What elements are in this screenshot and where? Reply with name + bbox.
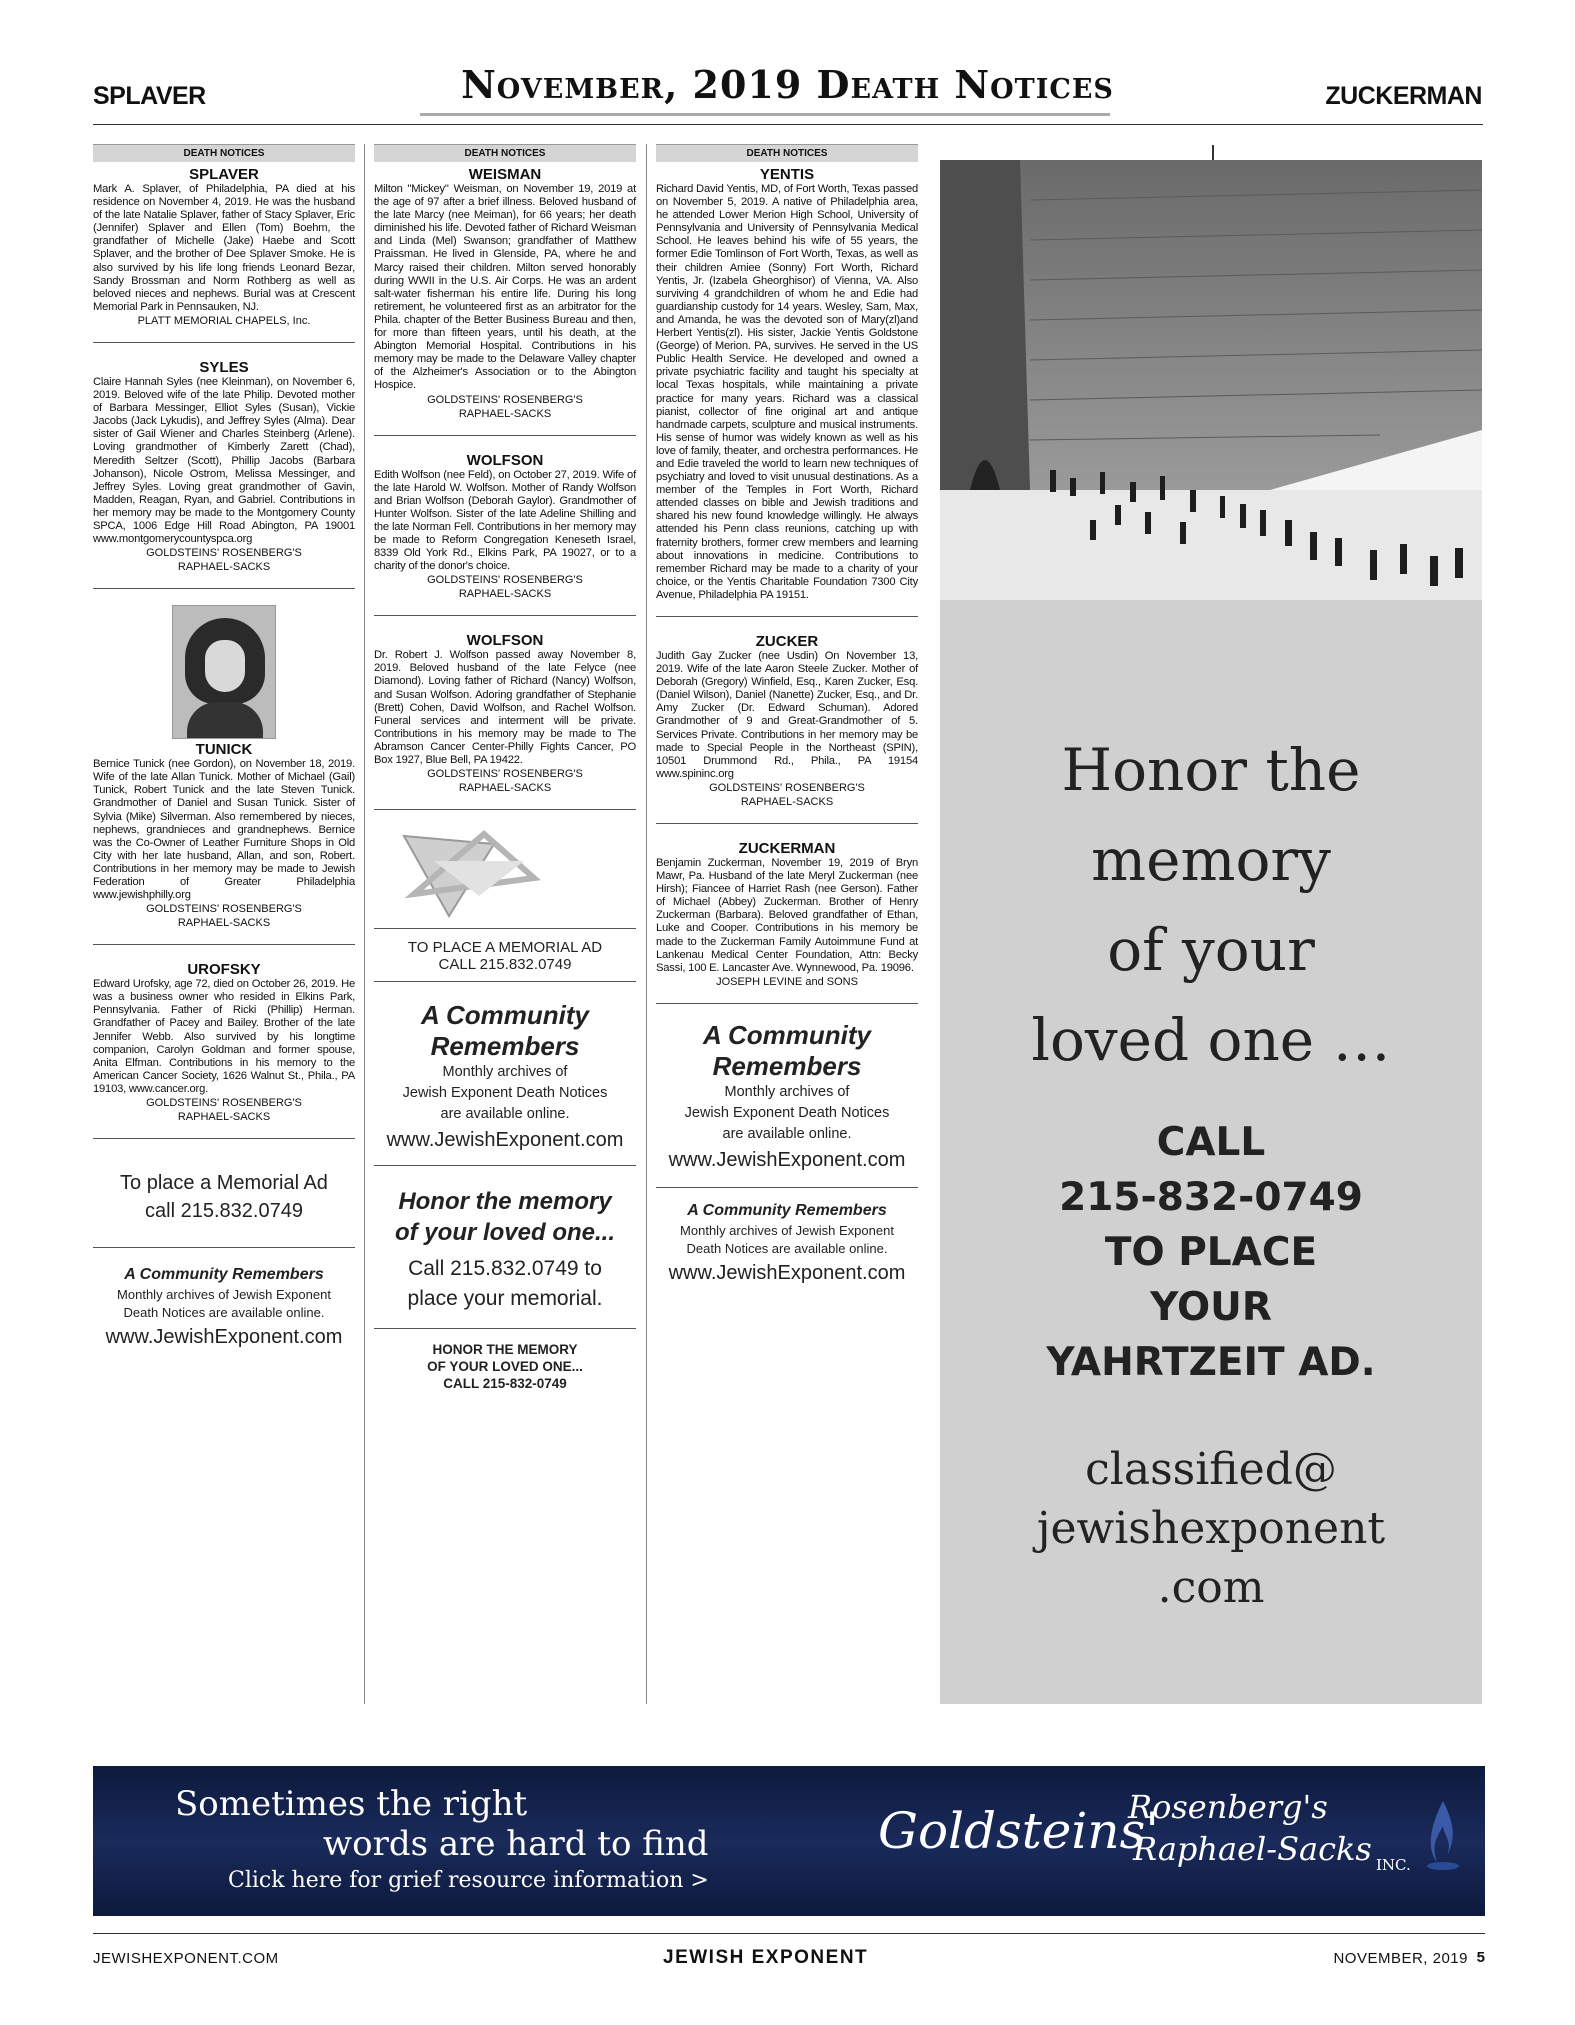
divider	[374, 1165, 636, 1166]
divider	[93, 588, 355, 589]
ad-phone[interactable]: 215-832-0749	[1059, 1175, 1363, 1220]
grief-resource-banner[interactable]	[93, 1766, 1485, 1916]
notice-body: Edith Wolfson (nee Feld), on October 27, 2019. Wife of the late Harold W. Wolfson. Mother of Randy Wolfson and Brian Wolfson (Deborah Gaylor). Grandmother of Hunter Wolfson. Sister of the late Adeline Shilling and the late Norman Fell. Contributions in her memory may be made to Reform Congregation Keneseth Israel, 8339 Old York Rd., Elkins Park, PA 19027, or to a charity of the donor's choice.	[374, 468, 636, 573]
header-right-name: ZUCKERMAN	[1325, 82, 1482, 110]
promo-line: CALL 215.832.0749	[438, 956, 572, 974]
honor-memory-caps-promo[interactable]	[374, 1341, 636, 1392]
promo-title: A Community	[420, 1000, 590, 1031]
divider	[374, 928, 636, 929]
promo-line: Monthly archives of Jewish Exponent	[680, 1222, 894, 1238]
promo-title: A Community Remembers	[124, 1266, 324, 1284]
notice-body: Bernice Tunick (nee Gordon), on November 18, 2019. Wife of the late Allan Tunick. Mother of Michael (Gail) Tunick, Robert Tunick and the late Steven Tunick. Grandmother of Daniel and Susan Tunick. Sister of Sylvia (Mike) Silverman. Also remembered by nieces, nephews, grandnieces and grandnephews. Bernice was the Co-Owner of Leather Furniture Shops in Old City with her late husband, Allan, and son, Robert. Contributions in her memory may be made to Jewish Federation of Greater Philadelphia www.jewishphilly.org	[93, 758, 355, 902]
notice-wolfson-edith	[374, 452, 636, 602]
notice-name: SPLAVER	[189, 166, 259, 183]
memorial-ad-promo[interactable]	[374, 939, 636, 973]
divider	[93, 1247, 355, 1248]
header-rule	[93, 124, 1483, 125]
divider	[93, 342, 355, 343]
notice-name: WOLFSON	[466, 451, 544, 469]
notice-zucker	[656, 633, 918, 809]
memorial-ad-promo[interactable]	[93, 1169, 355, 1225]
notice-signature: RAPHAEL-SACKS	[740, 795, 834, 808]
promo-line: Death Notices are available online.	[123, 1305, 325, 1321]
divider	[656, 1003, 918, 1004]
promo-line: Call 215.832.0749 to	[408, 1257, 602, 1281]
banner-logo-raphael-sacks: Raphael-Sacks	[1133, 1830, 1372, 1868]
banner-logo-rosenbergs: Rosenberg's	[1128, 1788, 1328, 1826]
ad-email[interactable]	[940, 1440, 1482, 1617]
notice-signature: RAPHAEL-SACKS	[458, 782, 552, 795]
divider	[374, 435, 636, 436]
notice-signature: GOLDSTEINS' ROSENBERG'S	[146, 1097, 302, 1110]
yahrtzeit-ad[interactable]	[940, 160, 1482, 1704]
column-rule	[364, 144, 365, 1704]
notice-name: WOLFSON	[466, 632, 544, 650]
promo-line: call 215.832.0749	[145, 1200, 303, 1223]
ad-email-line: jewishexponent	[1036, 1503, 1386, 1554]
ad-honor-text	[940, 725, 1482, 1085]
notice-signature: GOLDSTEINS' ROSENBERG'S	[146, 903, 302, 916]
notice-splaver	[93, 166, 355, 328]
notice-yentis	[656, 166, 918, 602]
page-number: 5	[1476, 1949, 1485, 1966]
banner-line: words are hard to find	[323, 1824, 709, 1864]
promo-line: Jewish Exponent Death Notices	[402, 1085, 608, 1102]
notice-signature: JOSEPH LEVINE and SONS	[716, 975, 858, 988]
tunick-portrait	[172, 605, 276, 739]
divider	[374, 981, 636, 982]
community-remembers-small-promo[interactable]	[656, 1200, 918, 1288]
notice-signature: RAPHAEL-SACKS	[177, 561, 271, 574]
promo-line: place your memorial.	[407, 1287, 603, 1311]
notice-name: UROFSKY	[187, 961, 261, 979]
notice-signature: RAPHAEL-SACKS	[458, 588, 552, 601]
community-remembers-promo[interactable]	[93, 1264, 355, 1352]
western-wall-photo-icon	[940, 160, 1482, 600]
notice-signature: RAPHAEL-SACKS	[177, 917, 271, 930]
ad-call-line: TO PLACE	[1104, 1230, 1318, 1275]
ad-call-line: CALL	[1156, 1120, 1266, 1165]
promo-line: CALL 215-832-0749	[443, 1376, 567, 1392]
notice-tunick	[93, 605, 355, 930]
promo-line: Monthly archives of	[724, 1083, 850, 1100]
divider	[656, 1187, 918, 1188]
promo-title: Remembers	[430, 1031, 580, 1062]
notice-name: ZUCKERMAN	[738, 839, 836, 857]
ad-call-line: YAHRTZEIT AD.	[1046, 1340, 1376, 1385]
promo-line: Monthly archives of Jewish Exponent	[117, 1287, 331, 1303]
notice-body: Milton "Mickey" Weisman, on November 19, 2019 at the age of 97 after a brief illness. Beloved husband of the late Marcy (nee Meiman), for 66 years; her death diminished his life. Devoted father of Richard Weisman and Linda (Mel) Swanson; grandfather of Matthew Praissman. He lived in Glenside, PA, where he and Marcy raised their children. Milton served honorably during WWII in the U.S. Air Corps. He was an ardent salt-water fisherman his entire life. During his long retirement, he volunteered first as an arbitrator for the Phila. chapter of the Better Business Bureau and then, for more than fifteen years, until his death, at the Abington Memorial Hospital. Contributions in his memory may be made to the Delaware Valley chapter of the Alzheimer's Association or to the Abington Hospice.	[374, 183, 636, 392]
ad-call-text	[940, 1115, 1482, 1390]
honor-memory-promo[interactable]	[374, 1186, 636, 1314]
footer-publication: JEWISH EXPONENT	[663, 1947, 869, 1968]
section-label: DEATH NOTICES	[656, 144, 918, 162]
flame-icon	[1423, 1796, 1463, 1876]
promo-title: of your loved one...	[394, 1219, 616, 1247]
promo-url[interactable]: www.JewishExponent.com	[386, 1129, 624, 1152]
promo-line: TO PLACE A MEMORIAL AD	[407, 939, 603, 957]
promo-line: Jewish Exponent Death Notices	[684, 1104, 890, 1121]
divider	[656, 616, 918, 617]
notice-signature: PLATT MEMORIAL CHAPELS, Inc.	[137, 314, 311, 327]
ad-call-line: YOUR	[1150, 1285, 1272, 1330]
star-of-david-icon	[374, 816, 636, 926]
notice-body: Judith Gay Zucker (nee Usdin) On November 13, 2019. Wife of the late Aaron Steele Zucker. Mother of Deborah (Gregory) Winfield, Esq., Karen Zucker, Esq. (Daniel Wilson), Daniel (Nanette) Zucker, Esq., and Dr. Amy Zucker (Dr. Edward Schuman). Adored Grandmother of 9 and Great-Grandmother of 5. Services Private. Contributions in her memory may be made to Special People in the Northeast (SPIN), 10501 Drummond Rd., Phila., PA 19154 www.spininc.org	[656, 650, 918, 780]
promo-line: are available online.	[440, 1106, 570, 1123]
banner-line: Sometimes the right	[175, 1784, 528, 1824]
footer-website[interactable]: JEWISHEXPONENT.COM	[93, 1950, 279, 1967]
ad-email-line: .com	[1157, 1562, 1265, 1613]
notice-signature: GOLDSTEINS' ROSENBERG'S	[427, 768, 583, 781]
column-rule	[646, 144, 647, 1704]
notice-signature: GOLDSTEINS' ROSENBERG'S	[146, 547, 302, 560]
notice-name: ZUCKER	[755, 633, 819, 650]
notice-signature: GOLDSTEINS' ROSENBERG'S	[709, 781, 865, 794]
banner-logo-inc: INC.	[1376, 1856, 1411, 1874]
notice-syles	[93, 359, 355, 574]
header-left-name: SPLAVER	[93, 82, 206, 110]
ad-top-tick	[1212, 145, 1214, 161]
star-of-david-graphic	[374, 816, 636, 926]
banner-link[interactable]: Click here for grief resource information >	[228, 1868, 709, 1893]
notice-body: Claire Hannah Syles (nee Kleinman), on November 6, 2019. Beloved wife of the late Philip. Devoted mother of Barbara Messinger, Elliot Syles (Susan), Vickie Jacobs (Jack Lykudis), and Jeffrey Syles (Alma). Dear sister of Gail Wiener and Charles Steinberg (Arlene). Loving grandmother of Kimberly Zarett (Chad), Meredith Seltzer (Scott), Phillip Jacobs (Barbara Johanson), Nicole Ostrom, Melissa Messinger, and Jeffrey Syles. Loving great grandmother of Gavin, Madden, Reagan, Ryan, and Gabriel. Contributions in her memory may be made to the Montgomery County SPCA, 1006 Edge Hill Road Abington, PA 19001 www.montgomerycountyspca.org	[93, 375, 355, 546]
notice-signature: GOLDSTEINS' ROSENBERG'S	[427, 393, 583, 406]
promo-title: Remembers	[712, 1050, 862, 1081]
divider	[93, 1138, 355, 1139]
promo-url[interactable]: www.JewishExponent.com	[668, 1148, 906, 1171]
promo-line: Death Notices are available online.	[686, 1240, 888, 1256]
notice-body: Mark A. Splaver, of Philadelphia, PA died at his residence on November 4, 2019. He was the husband of the late Natalie Splaver, father of Stacy Splaver, Eric (Jennifer) Splaver and Ellen (Tom) Boehm, the grandfather of Michelle (Jake) Haebe and Scott Splaver, and the brother of Dee Splaver Smoke. He is also survived by his life long friends Leonard Bezar, Sandy Brossman and Norm Rothberg as well as beloved nieces and nephews. Burial was at Crescent Memorial Park in Pennsauken, NJ.	[93, 183, 355, 313]
promo-line: To place a Memorial Ad	[120, 1172, 328, 1195]
ad-honor-line: of your	[1107, 916, 1315, 984]
notice-name: TUNICK	[195, 741, 253, 759]
notice-body: Edward Urofsky, age 72, died on October 26, 2019. He was a business owner who resided in Elkins Park, Pennsylvania. Father of Ricki (Phillip) Herman. Grandfather of Pacey and Bailey. Brother of the late Jennifer Webb. Also survived by his longtime companion, Carolyn Goldman and former spouse, Anita Elfman. Contributions in his memory to the American Cancer Society, 1626 Walnut St., Phila., PA 19103, www.cancer.org.	[93, 978, 355, 1095]
divider	[656, 823, 918, 824]
notice-body: Benjamin Zuckerman, November 19, 2019 of Bryn Mawr, Pa. Husband of the late Meryl Zuckerman (nee Hirsh); Fiancee of Harriet Rash (nee Gerson). Father of Michael (Abbey) Zuckerman. Brother of Henry Zuckerman (Barbara). Beloved grandfather of Ethan, Luke and Cooper. Contributions in his memory be made to the Zuckerman Family Autoimmune Fund at Lankenau Medical Center Foundation, Attn: Becky Sassi, 100 E. Lancaster Ave. Wynnewood, Pa. 19096.	[656, 856, 918, 974]
notice-wolfson-robert	[374, 632, 636, 795]
promo-title: Honor the memory	[398, 1188, 612, 1216]
column-2	[374, 144, 636, 1392]
notice-weisman	[374, 166, 636, 421]
community-remembers-promo[interactable]	[374, 1000, 636, 1155]
western-wall-photo	[940, 160, 1482, 600]
promo-line: Monthly archives of	[442, 1064, 568, 1081]
promo-line: OF YOUR LOVED ONE...	[427, 1359, 583, 1375]
promo-line: are available online.	[722, 1125, 852, 1142]
divider	[374, 809, 636, 810]
promo-title: A Community	[702, 1019, 872, 1050]
title-underline	[420, 113, 1110, 116]
ad-honor-line: loved one …	[1031, 1006, 1391, 1074]
notice-zuckerman	[656, 840, 918, 989]
divider	[93, 944, 355, 945]
community-remembers-promo[interactable]	[656, 1020, 918, 1175]
column-3	[656, 144, 918, 1288]
notice-name: WEISMAN	[468, 166, 542, 183]
notice-signature: RAPHAEL-SACKS	[458, 407, 552, 420]
notice-name: YENTIS	[759, 166, 815, 183]
footer-rule	[93, 1933, 1485, 1934]
notice-body: Dr. Robert J. Wolfson passed away November 8, 2019. Beloved husband of the late Felyce (nee Diamond). Loving father of Richard (Nancy) Wolfson, and Susan Wolfson. Adoring grandfather of Stephanie (Brett) Cohen, David Wolfson, and Rachel Wolfson. Funeral services and interment will be private. Contributions in his memory may be made to The Abramson Cancer Center-Philly Fights Cancer, PO Box 1927, Blue Bell, PA 19422.	[374, 649, 636, 766]
promo-line: HONOR THE MEMORY	[432, 1342, 578, 1358]
section-label: DEATH NOTICES	[93, 144, 355, 162]
ad-email-line: classified@	[1085, 1444, 1337, 1495]
notice-signature: RAPHAEL-SACKS	[177, 1111, 271, 1124]
divider	[374, 615, 636, 616]
notice-urofsky	[93, 961, 355, 1124]
promo-title: A Community Remembers	[687, 1201, 887, 1219]
divider	[374, 1328, 636, 1329]
notice-name: SYLES	[199, 358, 249, 376]
ad-honor-line: memory	[1091, 826, 1331, 894]
promo-url[interactable]: www.JewishExponent.com	[105, 1326, 343, 1349]
section-label: DEATH NOTICES	[374, 144, 636, 162]
notice-body: Richard David Yentis, MD, of Fort Worth, Texas passed on November 5, 2019. A native of Philadelphia area, he attended Lower Merion High School, University of Pennsylvania and University of Pennsylvania Medical School. He leaves behind his wife of 55 years, the former Edie Tomlinson of Fort Worth, Texas, as well as their children Amiee (Sonny) Fort Worth, Richard Yentis, Jr. (Izabela Gheorghisor) of Vienna, VA. Also surviving 4 grandchildren of whom he and Edie had guardianship custody for 14 years. Wesley, Sam, Max, and Amanda, he was the devoted son of Mary(zl)and Herbert Yentis(zl). His sister, Jackie Yentis Goldstone (George) of Merion. PA, survives. He served in the US Public Health Service. He developed and owned a private psychiatric facility and taught his specialty at local Texas hospitals, while maintaining a private practice for many years. Richard was a classical pianist, collector of fine original art and antique handmade carpets, sculpture and musical instruments. His sense of humor was widely known as well as his love of family, theater, and orchestra performances. He and Edie traveled the world to learn new techniques of psychiatry and loved to visit unusual destinations. As a member of the Temples in Fort Worth, Richard attended classes on bible and Jewish traditions and shared his new found knowledge willingly. He always attended his Penn class reunions, catching up with fraternity brothers, former crew members and learning about innovations in medicine. Contributions to remember Richard may be made to a charity of your choice, or the Yentis Charitable Foundation 7300 City Avenue, Philadelphia PA 19151.	[656, 183, 918, 601]
banner-logo-goldsteins: Goldsteins'	[878, 1802, 1159, 1860]
promo-url[interactable]: www.JewishExponent.com	[668, 1261, 906, 1284]
ad-honor-line: Honor the	[1061, 736, 1361, 804]
footer-date: NOVEMBER, 2019	[1333, 1950, 1468, 1967]
column-1	[93, 144, 355, 1352]
notice-signature: GOLDSTEINS' ROSENBERG'S	[427, 574, 583, 587]
page-title: November, 2019 Death Notices	[461, 62, 1114, 107]
